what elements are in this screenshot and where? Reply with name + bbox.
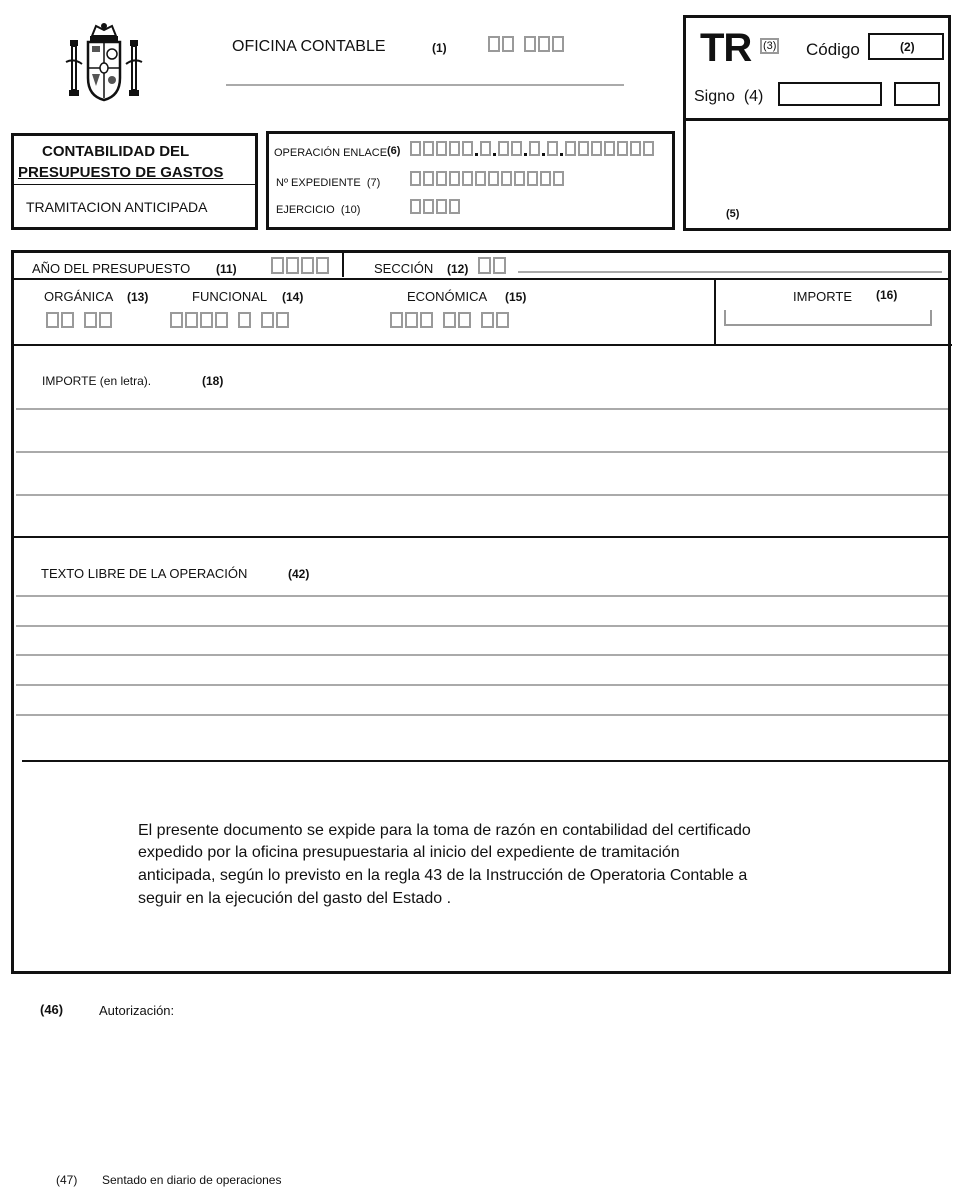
notice-line-1: El presente documento se expide para la toma de razón en contabilidad del certificado <box>138 822 751 839</box>
row-divider-1 <box>12 278 950 280</box>
expediente-label: Nº EXPEDIENTE (7) <box>276 177 381 189</box>
signo-field-main[interactable] <box>778 82 882 106</box>
row-divider-4 <box>22 760 950 762</box>
autorizacion-number: (46) <box>40 1002 64 1017</box>
texto-libre-line-5[interactable] <box>16 714 948 716</box>
expediente-cells[interactable] <box>410 171 566 186</box>
oficina-contable-number: (1) <box>432 41 447 55</box>
operacion-enlace-label: OPERACIÓN ENLACE <box>274 147 388 159</box>
row-divider-2 <box>12 344 952 346</box>
tr-label: TR <box>700 26 752 70</box>
funcional-cells[interactable] <box>170 312 291 328</box>
signo-label: Signo (4) <box>694 88 764 105</box>
seccion-line <box>518 271 942 273</box>
funcional-number: (14) <box>282 290 304 304</box>
operacion-enlace-number: (6) <box>387 145 401 157</box>
codigo-number: (2) <box>900 40 915 54</box>
texto-libre-line-3[interactable] <box>16 654 948 656</box>
tr-box-divider <box>684 118 950 121</box>
texto-libre-line-4[interactable] <box>16 684 948 686</box>
importe-letra-label: IMPORTE (en letra). <box>42 374 152 388</box>
title-line-3: TRAMITACION ANTICIPADA <box>26 199 208 215</box>
importe-letra-line-3[interactable] <box>16 494 948 496</box>
organica-label: ORGÁNICA <box>44 289 114 304</box>
economica-label: ECONÓMICA <box>407 289 488 304</box>
row-divider-3 <box>12 536 950 538</box>
ejercicio-label: EJERCICIO (10) <box>276 204 361 216</box>
anio-seccion-divider <box>342 252 344 277</box>
field-5-number: (5) <box>726 208 740 220</box>
texto-libre-number: (42) <box>288 567 310 581</box>
codigo-label: Código <box>806 40 860 59</box>
importe-letra-line-2[interactable] <box>16 451 948 453</box>
notice-line-4: seguir en la ejecución del gasto del Estado . <box>138 890 452 907</box>
texto-libre-line-1[interactable] <box>16 595 948 597</box>
oficina-contable-cells[interactable] <box>488 36 566 52</box>
notice-line-2: expedido por la oficina presupuestaria al inicio del expediente de tramitación <box>138 844 680 861</box>
title-line-2: PRESUPUESTO DE GASTOS <box>18 164 224 181</box>
economica-number: (15) <box>505 290 527 304</box>
sentado-label: Sentado en diario de operaciones <box>102 1173 282 1187</box>
seccion-label: SECCIÓN <box>374 261 434 276</box>
importe-number: (16) <box>876 288 898 302</box>
texto-libre-line-2[interactable] <box>16 625 948 627</box>
anio-presupuesto-number: (11) <box>216 262 237 276</box>
operacion-enlace-cells[interactable] <box>410 141 656 156</box>
funcional-label: FUNCIONAL <box>192 289 268 304</box>
oficina-contable-label: OFICINA CONTABLE <box>232 38 386 55</box>
title-box-divider <box>12 184 257 185</box>
coat-of-arms-emblem <box>64 22 144 106</box>
importe-letra-line-1[interactable] <box>16 408 948 410</box>
oficina-contable-line <box>226 84 624 86</box>
notice-line-3: anticipada, según lo previsto en la regla 43 de la Instrucción de Operatoria Contable a <box>138 867 748 884</box>
ejercicio-cells[interactable] <box>410 199 462 214</box>
organica-number: (13) <box>127 290 149 304</box>
seccion-cells[interactable] <box>478 257 508 274</box>
tr-number-box: (3) <box>760 38 779 54</box>
anio-presupuesto-cells[interactable] <box>271 257 331 274</box>
seccion-number: (12) <box>447 262 469 276</box>
organica-cells[interactable] <box>46 312 114 328</box>
main-form-frame <box>11 250 951 974</box>
importe-label: IMPORTE <box>793 289 852 304</box>
anio-presupuesto-label: AÑO DEL PRESUPUESTO <box>32 261 191 276</box>
codigo-field[interactable] <box>868 33 944 60</box>
economica-cells[interactable] <box>390 312 511 328</box>
importe-column-divider <box>714 280 716 344</box>
autorizacion-label: Autorización: <box>99 1003 175 1018</box>
sentado-number: (47) <box>56 1173 78 1187</box>
texto-libre-label: TEXTO LIBRE DE LA OPERACIÓN <box>41 566 248 581</box>
signo-field-secondary[interactable] <box>894 82 940 106</box>
title-line-1: CONTABILIDAD DEL <box>42 143 190 160</box>
importe-letra-number: (18) <box>202 374 224 388</box>
importe-field[interactable] <box>724 310 932 326</box>
